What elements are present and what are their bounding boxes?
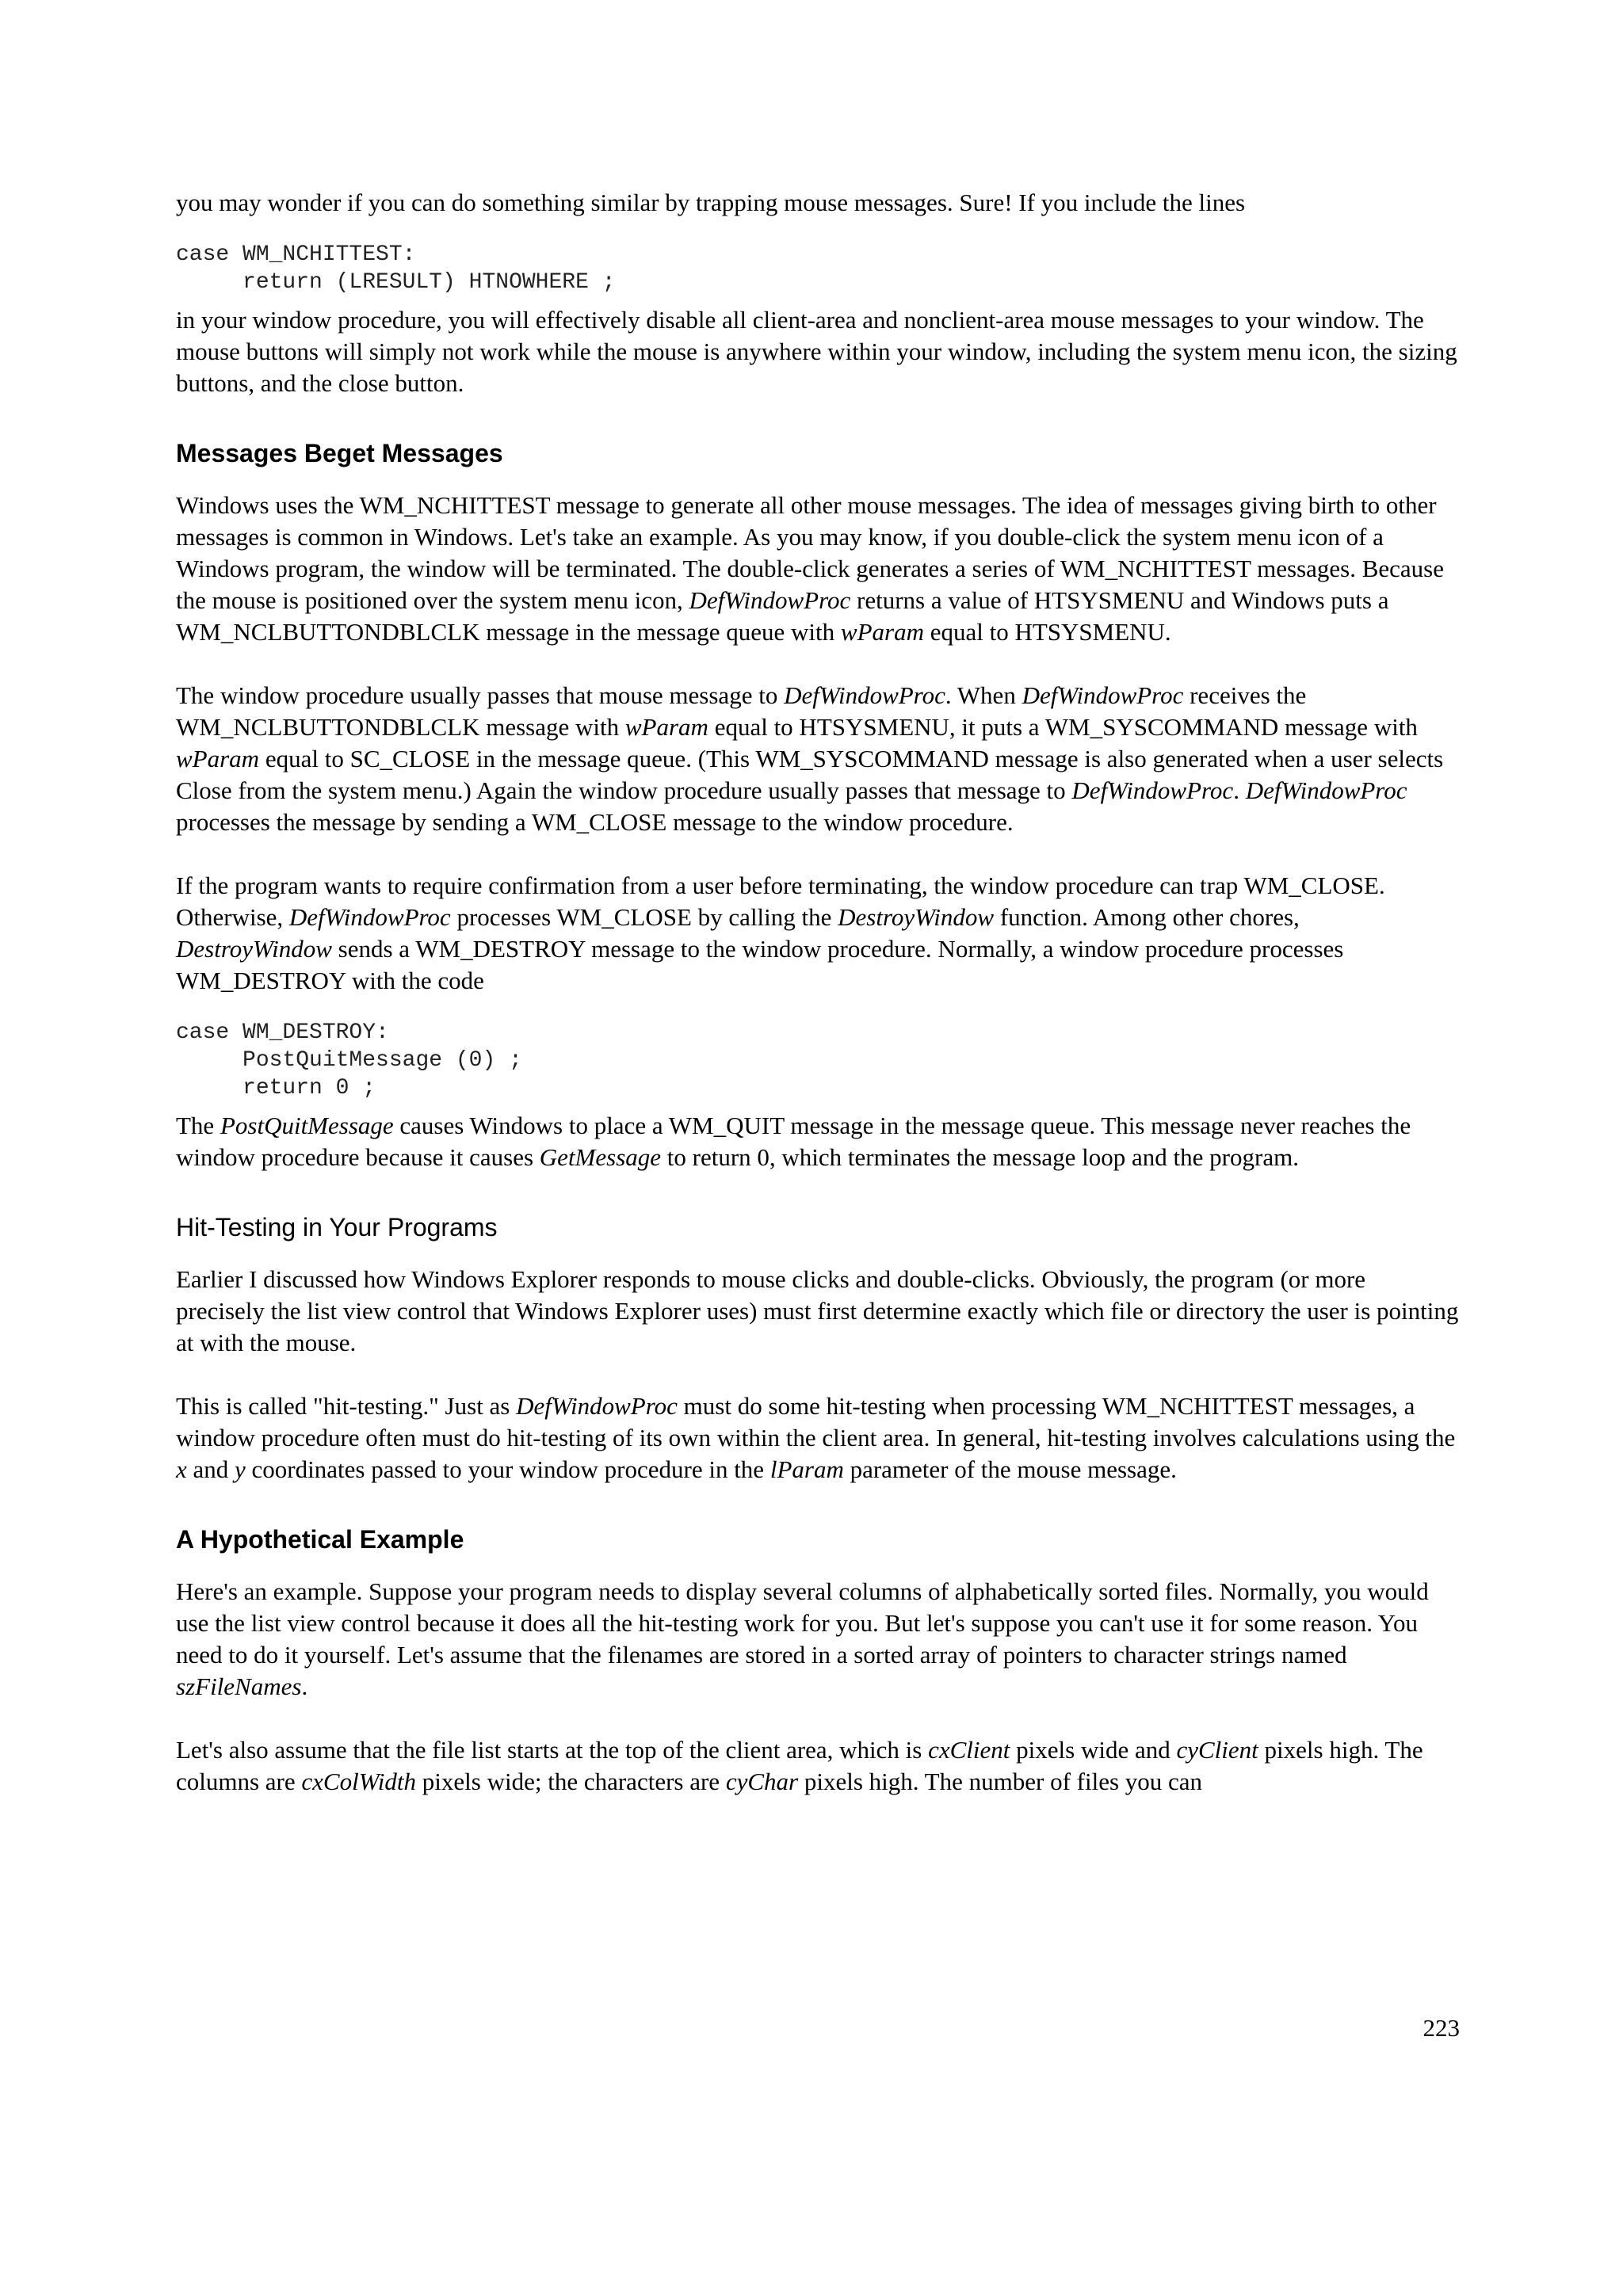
paragraph-hit-1: Earlier I discussed how Windows Explorer responds to mouse clicks and double-clicks. Obviously, the program (or more precisely the list view control that Windows Explorer uses) must first determine exactly which file or directory the user is pointing at with the mouse. xyxy=(176,1265,1459,1356)
text-run: pixels high. The columns are xyxy=(176,1736,1423,1795)
italic-term: cyChar xyxy=(725,1768,799,1795)
italic-term: DefWindowProc xyxy=(784,681,945,709)
text-run: equal to SC_CLOSE in the message queue. (This WM_SYSCOMMAND message is also generated when a user selects Close from the system menu.) Again the window procedure usually passes that message to xyxy=(176,745,1444,804)
paragraph-example-1 xyxy=(176,1576,1460,1703)
italic-term: DestroyWindow xyxy=(838,903,995,931)
code-block-nchittest xyxy=(176,241,1460,296)
text-run: . When xyxy=(945,681,1022,709)
text-run: Here's an example. Suppose your program needs to display several columns of alphabetically sorted files. Normally, you would use the list view control because it does all the hit-testing work for you. But let's suppose you can't use it for some reason. You need to do it yourself. Let's assume that the filenames are stored in a sorted array of pointers to character strings named xyxy=(176,1577,1429,1669)
italic-term: wParam xyxy=(176,745,260,772)
text-run: Let's also assume that the file list starts at the top of the client area, which is xyxy=(176,1736,929,1764)
paragraph-postquitmessage xyxy=(176,1110,1460,1173)
text-run: . xyxy=(1233,776,1246,804)
text-run: pixels wide; the characters are xyxy=(416,1768,726,1795)
section-heading-messages-beget-messages: Messages Beget Messages xyxy=(176,439,503,467)
italic-term: x xyxy=(176,1455,187,1483)
text-run: processes WM_CLOSE by calling the xyxy=(450,903,838,931)
paragraph-beget-2 xyxy=(176,680,1460,838)
page-content xyxy=(176,187,1460,1798)
paragraph-example-2 xyxy=(176,1734,1460,1798)
text-run: If the program wants to require confirmation from a user before terminating, the window procedure can trap WM_CLOSE. Otherwise, xyxy=(176,871,1385,931)
text-run: This is called "hit-testing." Just as xyxy=(176,1392,517,1420)
italic-term: szFileNames xyxy=(176,1672,302,1700)
code-block-wm-destroy xyxy=(176,1019,1460,1102)
text-run: receives the WM_NCLBUTTONDBLCLK message with xyxy=(176,681,1307,741)
code-line: case WM_DESTROY: xyxy=(176,1020,389,1045)
text-run: pixels wide and xyxy=(1010,1736,1177,1764)
text-run: sends a WM_DESTROY message to the window procedure. Normally, a window procedure processes WM_DESTROY with the code xyxy=(176,935,1344,994)
italic-term: DefWindowProc xyxy=(689,586,851,614)
code-line: PostQuitMessage (0) ; xyxy=(176,1048,522,1073)
italic-term: wParam xyxy=(840,618,924,646)
section-heading-hypothetical-example: A Hypothetical Example xyxy=(176,1525,464,1554)
italic-term: cyClient xyxy=(1176,1736,1258,1764)
text-run: processes the message by sending a WM_CLOSE message to the window procedure. xyxy=(176,808,1014,836)
text-run: causes Windows to place a WM_QUIT message in the message queue. This message never reaches the window procedure because it causes xyxy=(176,1112,1411,1171)
paragraph-disable-mouse: in your window procedure, you will effectively disable all client-area and nonclient-area mouse messages to your window. The mouse buttons will simply not work while the mouse is anywhere within your window, including the system menu icon, the sizing buttons, and the close button. xyxy=(176,306,1457,397)
page-number: 223 xyxy=(1423,2014,1460,2042)
text-run: to return 0, which terminates the message loop and the program. xyxy=(661,1143,1299,1171)
italic-term: DefWindowProc xyxy=(1245,776,1407,804)
text-run: equal to HTSYSMENU. xyxy=(923,618,1171,646)
italic-term: DefWindowProc xyxy=(1022,681,1184,709)
text-run: and xyxy=(186,1455,235,1483)
text-run: parameter of the mouse message. xyxy=(843,1455,1177,1483)
text-run: returns a value of HTSYSMENU and Windows puts a WM_NCLBUTTONDBLCLK message in the message queue with xyxy=(176,586,1389,646)
italic-term: DestroyWindow xyxy=(176,935,332,963)
italic-term: DefWindowProc xyxy=(288,903,451,931)
text-run: The xyxy=(176,1112,220,1139)
text-run: function. Among other chores, xyxy=(994,903,1300,931)
italic-term: PostQuitMessage xyxy=(220,1112,394,1139)
italic-term: DefWindowProc xyxy=(516,1392,678,1420)
text-run: The window procedure usually passes that mouse message to xyxy=(176,681,785,709)
paragraph-hit-2 xyxy=(176,1390,1460,1486)
text-run: must do some hit-testing when processing WM_NCHITTEST messages, a window procedure often must do hit-testing of its own within the client area. In general, hit-testing involves calculations using the xyxy=(176,1392,1456,1451)
italic-term: DefWindowProc xyxy=(1071,776,1234,804)
paragraph-intro: you may wonder if you can do something similar by trapping mouse messages. Sure! If you include the lines xyxy=(176,189,1246,216)
code-line: return (LRESULT) HTNOWHERE ; xyxy=(176,270,616,295)
code-line: case WM_NCHITTEST: xyxy=(176,242,416,267)
italic-term: cxColWidth xyxy=(301,1768,417,1795)
text-run: equal to HTSYSMENU, it puts a WM_SYSCOMMAND message with xyxy=(708,713,1418,741)
paragraph-beget-1 xyxy=(176,490,1460,648)
section-heading-hit-testing: Hit-Testing in Your Programs xyxy=(176,1213,498,1241)
text-run: pixels high. The number of files you can xyxy=(798,1768,1203,1795)
italic-term: GetMessage xyxy=(539,1143,662,1171)
text-run: . xyxy=(301,1672,308,1700)
text-run: coordinates passed to your window procedure in the xyxy=(245,1455,770,1483)
italic-term: lParam xyxy=(769,1455,844,1483)
text-run: Windows uses the WM_NCHITTEST message to generate all other mouse messages. The idea of messages giving birth to other messages is common in Windows. Let's take an example. As you may know, if you double-click the system menu icon of a Windows program, the window will be terminated. The double-click generates a series of WM_NCHITTEST messages. Because the mouse is positioned over the system menu icon, xyxy=(176,491,1444,614)
paragraph-beget-3 xyxy=(176,870,1460,997)
code-line: return 0 ; xyxy=(176,1076,376,1100)
italic-term: cxClient xyxy=(928,1736,1010,1764)
italic-term: wParam xyxy=(624,713,708,741)
italic-term: y xyxy=(235,1455,246,1483)
